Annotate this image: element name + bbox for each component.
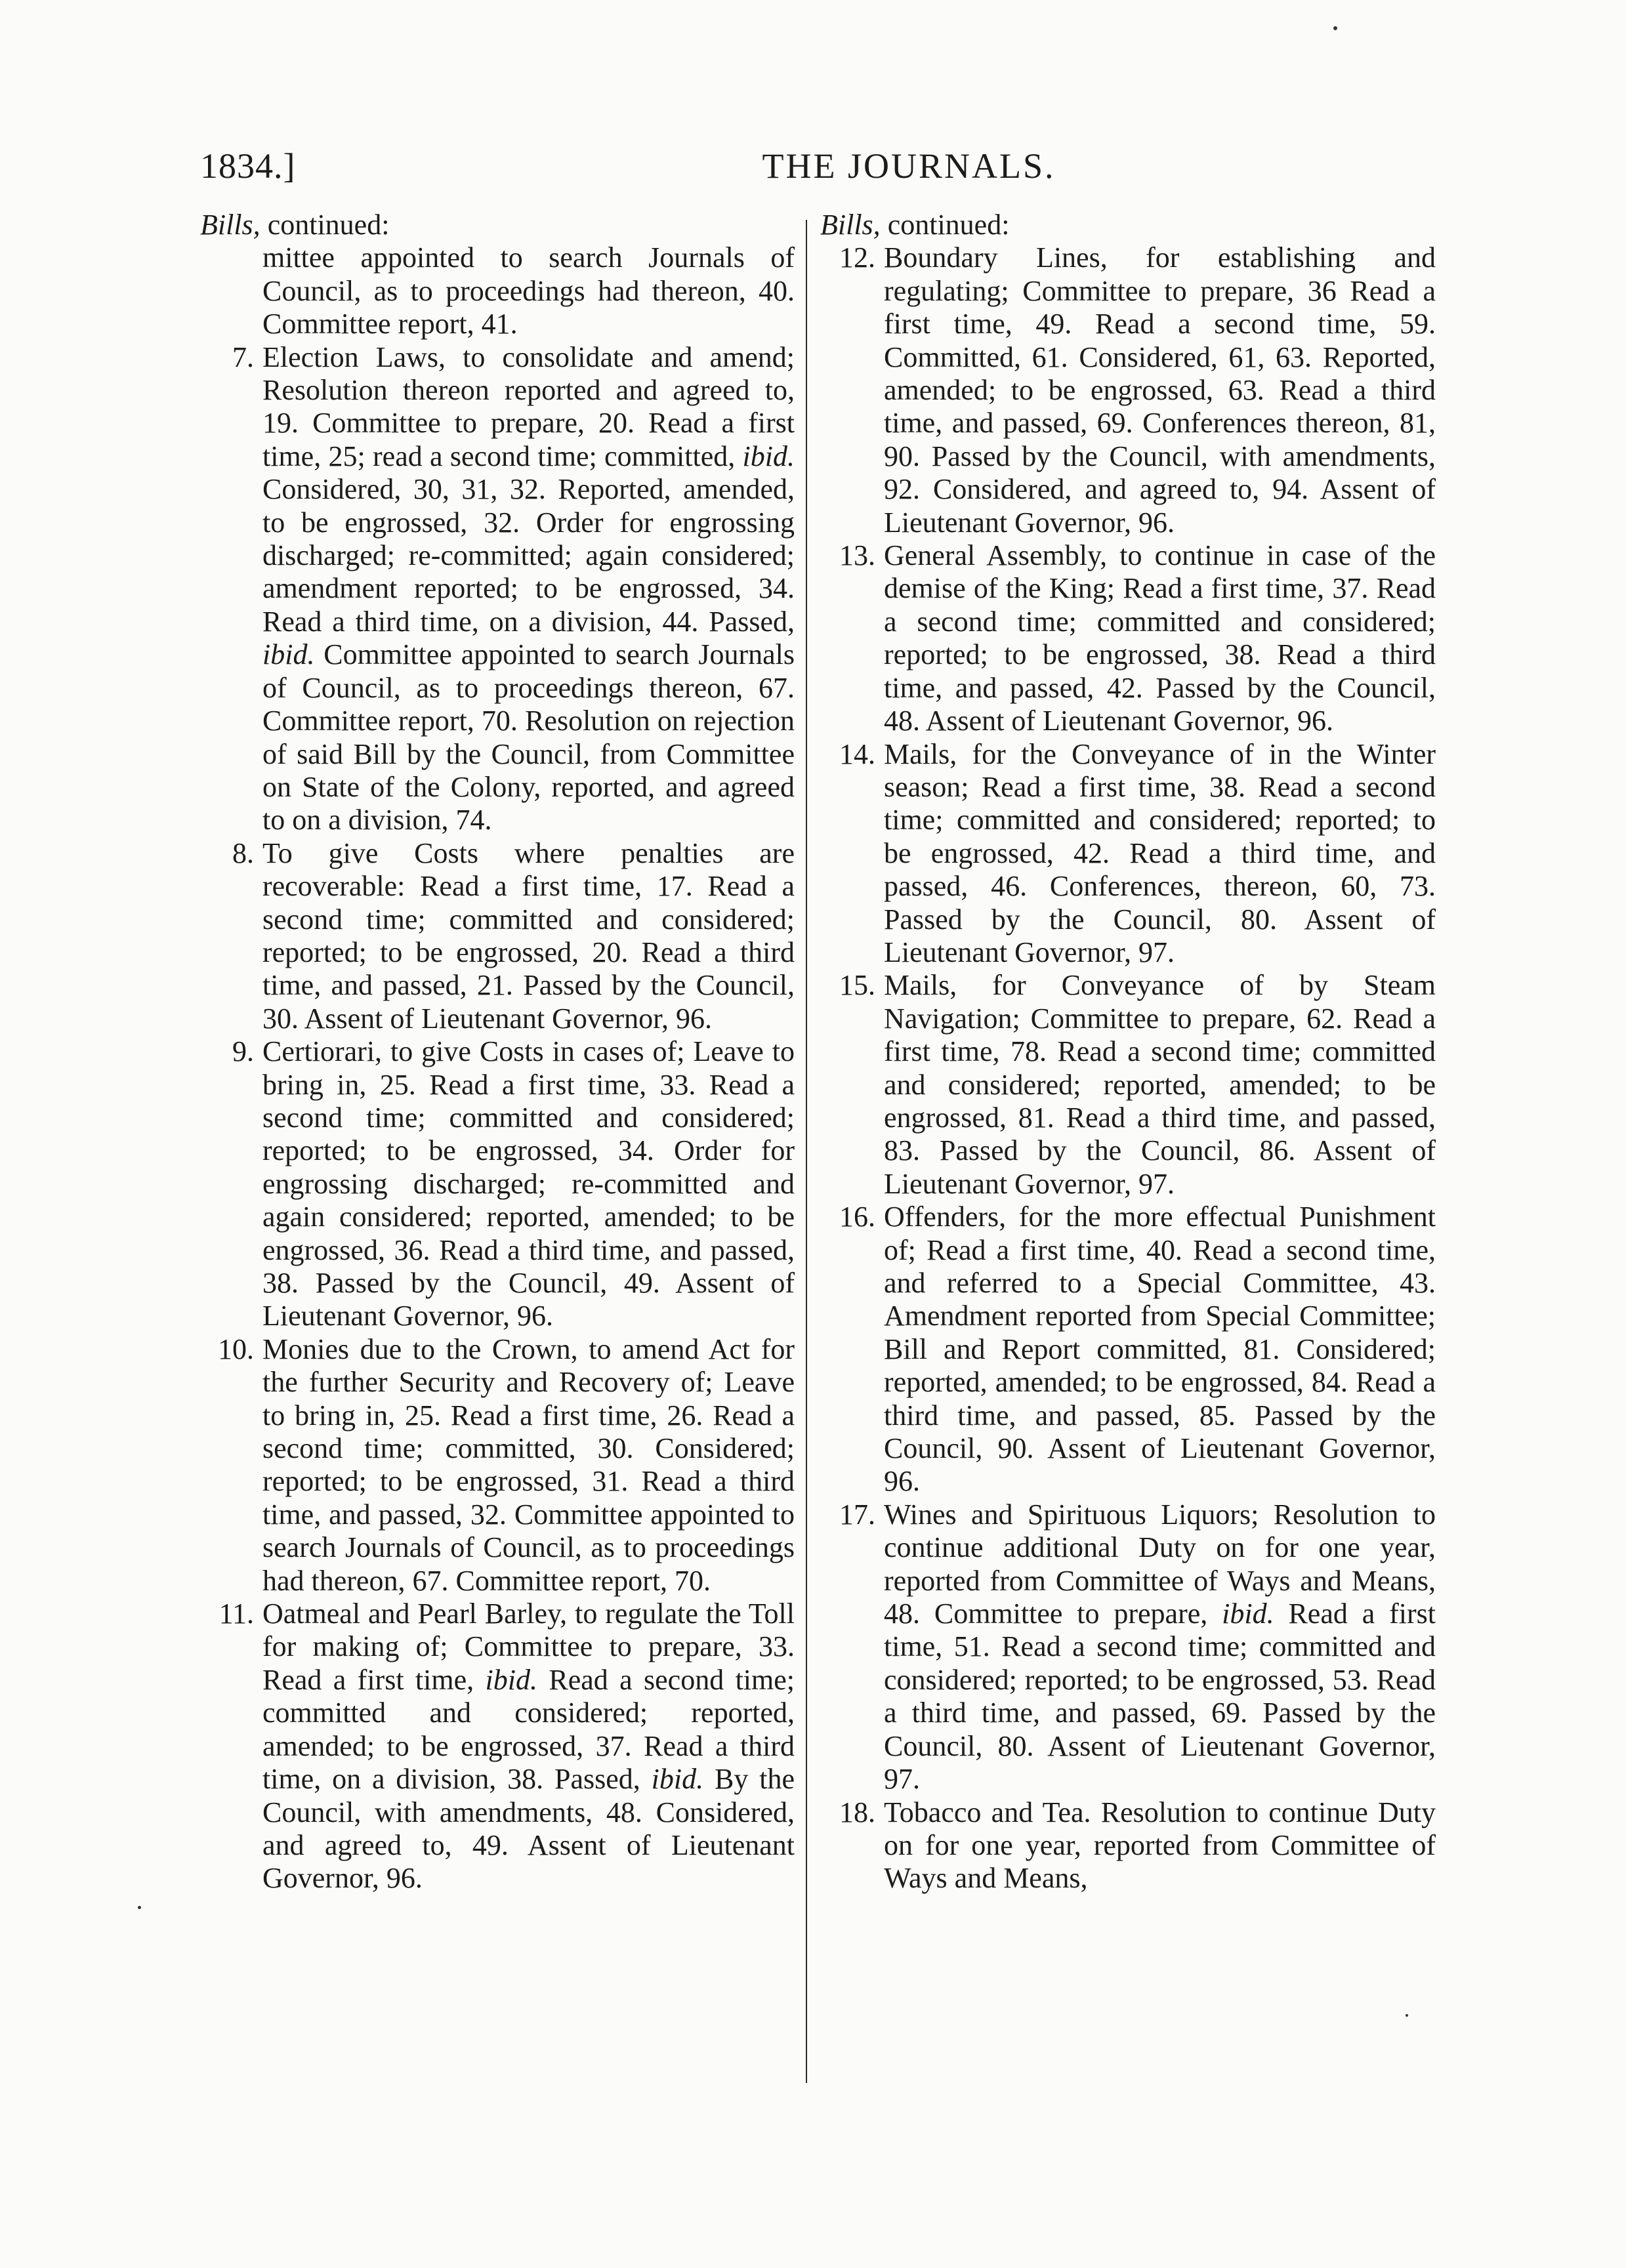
- bill-entry: [820, 969, 1436, 1201]
- entry-text: General Assembly, to continue in case of the demise of the King; Read a first time, 37. Read a second time; committed and considered; reported; to be engrossed, 38. Read a third time, and passed, 42. Passed by the Council, 48. Assent of Lieutenant Governor, 96.: [884, 539, 1436, 737]
- page-title: THE JOURNALS.: [762, 146, 1056, 186]
- bill-entry: [200, 1035, 795, 1333]
- column-divider: [806, 220, 807, 2083]
- entry-number: 9.: [232, 1035, 254, 1068]
- entry-number: 8.: [232, 836, 254, 869]
- heading-italic: Bills,: [200, 209, 261, 241]
- column-heading: [820, 209, 1436, 241]
- bill-entry: [200, 341, 795, 837]
- left-column: [200, 209, 795, 1895]
- entry-number: 18.: [839, 1796, 875, 1828]
- entry-text: To give Costs where penalties are recoverable: Read a first time, 17. Read a second time; committed and considered; reported; to be engrossed, 20. Read a third time, and passed, 21. Passed by the Council, 30. Assent of Lieutenant Governor, 96.: [262, 836, 795, 1035]
- bill-entry: [200, 1598, 795, 1895]
- entry-text: Mails, for Conveyance of by Steam Navigation; Committee to prepare, 62. Read a first time, 78. Read a second time; committed and considered; reported, amended; to be engrossed, 81. Read a third time, and passed, 83. Passed by the Council, 86. Assent of Lieutenant Governor, 97.: [884, 969, 1436, 1200]
- page-year: 1834.]: [200, 146, 296, 186]
- bill-entry: [820, 1796, 1436, 1895]
- entry-number: 10.: [218, 1332, 254, 1365]
- heading-continued: continued:: [260, 209, 390, 241]
- bill-entry: [820, 1498, 1436, 1796]
- entry-text: Boundary Lines, for establishing and regulating; Committee to prepare, 36 Read a first time, 49. Read a second time, 59. Committed, 61. Considered, 61, 63. Reported, amended; to be engrossed, 63. Read a third time, and passed, 69. Conferences thereon, 81, 90. Passed by the Council, with amendments, 92. Considered, and agreed to, 94. Assent of Lieutenant Governor, 96.: [884, 241, 1436, 539]
- heading-continued: continued:: [880, 209, 1010, 241]
- bill-entry: [820, 738, 1436, 970]
- right-column: [820, 209, 1436, 1895]
- speck-mark: [1406, 2014, 1408, 2017]
- bill-entry: [200, 1333, 795, 1598]
- entry-text: Wines and Spirituous Liquors; Resolution to continue additional Duty on for one year, reported from Committee of Ways and Means, 48. Committee to prepare, ibid. Read a first time, 51. Read a second time; committed and considered; reported; to be engrossed, 53. Read a third time, and passed, 69. Passed by the Council, 80. Assent of Lieutenant Governor, 97.: [884, 1498, 1436, 1796]
- running-head: [200, 146, 1486, 198]
- entry-number: 7.: [232, 340, 254, 373]
- entry-number: 15.: [839, 969, 875, 1002]
- entry-text: Oatmeal and Pearl Barley, to regulate the Toll for making of; Committee to prepare, 33. Read a first time, ibid. Read a second time; committed and considered; reported, amended; to be engrossed, 37. Read a third time, on a division, 38. Passed, ibid. By the Council, with amendments, 48. Considered, and agreed to, 49. Assent of Lieutenant Governor, 96.: [262, 1598, 795, 1895]
- entry-number: 11.: [219, 1598, 254, 1630]
- bill-entry: [820, 241, 1436, 539]
- entry-number: 17.: [839, 1498, 875, 1531]
- bill-entry: [200, 837, 795, 1035]
- entry-text: Election Laws, to consolidate and amend; Resolution thereon reported and agreed to, 19. Committee to prepare, 20. Read a first time, 25; read a second time; committed, ibid. Considered, 30, 31, 32. Reported, amended, to be engrossed, 32. Order for engrossing discharged; re-committed; again considered; amendment reported; to be engrossed, 34. Read a third time, on a division, 44. Passed, ibid. Committee appointed to search Journals of Council, as to proceedings thereon, 67. Committee report, 70. Resolution on rejection of said Bill by the Council, from Committee on State of the Colony, reported, and agreed to on a division, 74.: [262, 340, 795, 836]
- entry-number: 13.: [839, 539, 875, 572]
- entry-text: Offenders, for the more effectual Punishment of; Read a first time, 40. Read a second time, and referred to a Special Committee, 43. Amendment reported from Special Committee; Bill and Report committed, 81. Considered; reported, amended; to be engrossed, 84. Read a third time, and passed, 85. Passed by the Council, 90. Assent of Lieutenant Governor, 96.: [884, 1201, 1436, 1498]
- entry-text: Monies due to the Crown, to amend Act for the further Security and Recovery of; Leave to bring in, 25. Read a first time, 26. Read a second time; committed, 30. Considered; reported; to be engrossed, 31. Read a third time, and passed, 32. Committee appointed to search Journals of Council, as to proceedings had thereon, 67. Committee report, 70.: [262, 1332, 795, 1597]
- entry-text: Tobacco and Tea. Resolution to continue Duty on for one year, reported from Committee of Ways and Means,: [884, 1796, 1436, 1895]
- column-heading: [200, 209, 795, 241]
- bill-entry: [820, 1201, 1436, 1498]
- entry-number: 12.: [839, 241, 875, 274]
- heading-italic: Bills,: [820, 209, 881, 241]
- entry-text: Mails, for the Conveyance of in the Winter season; Read a first time, 38. Read a second time; committed and considered; reported; to be engrossed, 42. Read a third time, and passed, 46. Conferences, thereon, 60, 73. Passed by the Council, 80. Assent of Lieutenant Governor, 97.: [884, 737, 1436, 968]
- entry-text: Certiorari, to give Costs in cases of; Leave to bring in, 25. Read a first time, 33. Read a second time; committed and considered; reported; to be engrossed, 34. Order for engrossing discharged; re-committed and again considered; reported, amended; to be engrossed, 36. Read a third time, and passed, 38. Passed by the Council, 49. Assent of Lieutenant Governor, 96.: [262, 1035, 795, 1332]
- entry-number: 14.: [839, 737, 875, 770]
- bill-entry: [820, 539, 1436, 737]
- speck-mark: [1333, 26, 1337, 30]
- continuation-text: mittee appointed to search Journals of Council, as to proceedings had thereon, 40. Committee report, 41.: [262, 241, 795, 340]
- entry-number: 16.: [839, 1201, 875, 1233]
- speck-mark: [138, 1906, 141, 1909]
